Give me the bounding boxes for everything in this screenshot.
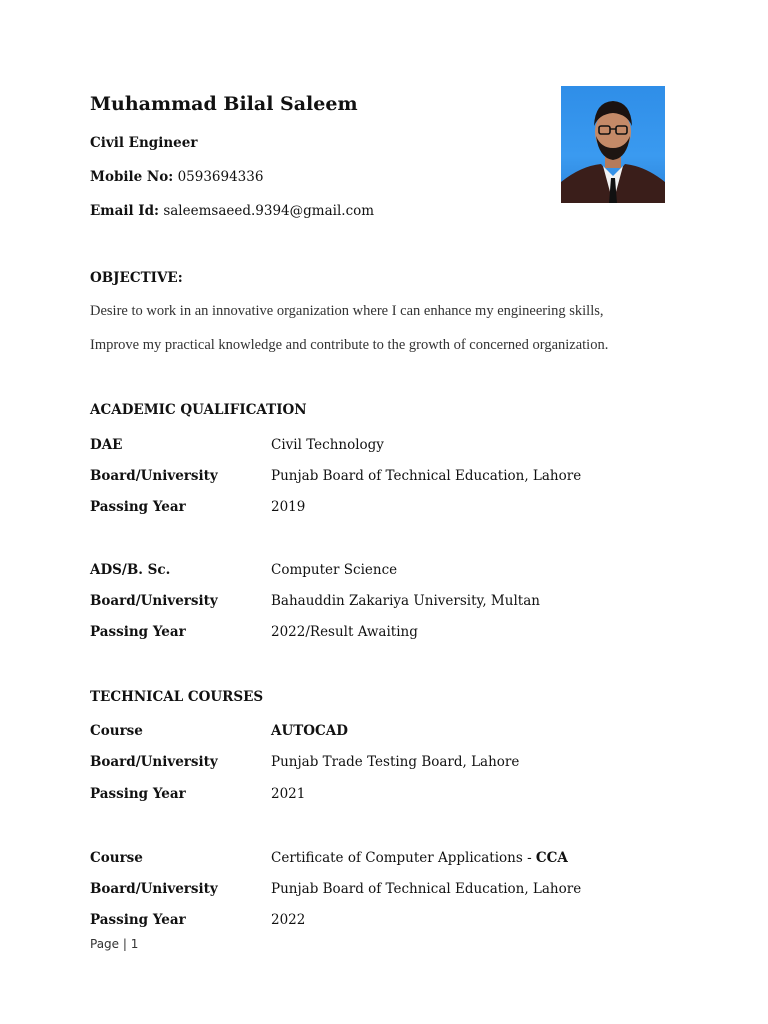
course-row-label: Board/University: [90, 754, 218, 770]
academic-row-value: 2019: [271, 499, 306, 515]
course-row-value: Punjab Board of Technical Education, Lahore: [271, 881, 582, 897]
email-line: [90, 203, 374, 219]
course-row-value: Punjab Trade Testing Board, Lahore: [271, 754, 520, 770]
academic-row-value: 2022/Result Awaiting: [271, 624, 418, 640]
course-row-label: Course: [90, 850, 143, 866]
course-row-value: [271, 850, 568, 866]
course-row-value: 2021: [271, 786, 306, 802]
course-name-text: Certificate of Computer Applications -: [271, 850, 536, 866]
technical-heading: TECHNICAL COURSES: [90, 689, 264, 705]
profile-photo: [561, 86, 665, 203]
course-row-label: Passing Year: [90, 912, 186, 928]
course-row-label: Board/University: [90, 881, 218, 897]
academic-row-label: Board/University: [90, 468, 218, 484]
academic-heading: ACADEMIC QUALIFICATION: [90, 402, 307, 418]
profession: Civil Engineer: [90, 135, 198, 151]
course-abbrev: CCA: [535, 850, 568, 866]
academic-row-value: Computer Science: [271, 562, 398, 578]
course-row-value: AUTOCAD: [271, 723, 348, 739]
course-row-value: 2022: [271, 912, 306, 928]
course-row-label: Passing Year: [90, 786, 186, 802]
page-number: Page | 1: [90, 937, 139, 951]
mobile-line: [90, 169, 263, 185]
academic-row-label: Passing Year: [90, 499, 186, 515]
academic-row-label: Board/University: [90, 593, 218, 609]
academic-row-value: Civil Technology: [271, 437, 384, 453]
objective-line-2: Improve my practical knowledge and contribute to the growth of concerned organization.: [90, 337, 609, 353]
email-label: Email Id:: [90, 203, 160, 219]
course-row-label: Course: [90, 723, 143, 739]
objective-line-1: Desire to work in an innovative organization where I can enhance my engineering skills,: [90, 303, 604, 319]
objective-heading: OBJECTIVE:: [90, 270, 183, 286]
academic-row-value: Bahauddin Zakariya University, Multan: [271, 593, 540, 609]
candidate-name: Muhammad Bilal Saleem: [90, 93, 358, 115]
mobile-value: 0593694336: [177, 169, 264, 185]
person-portrait-icon: [561, 86, 665, 203]
academic-row-label: ADS/B. Sc.: [90, 562, 171, 578]
academic-row-value: Punjab Board of Technical Education, Lahore: [271, 468, 582, 484]
mobile-label: Mobile No:: [90, 169, 174, 185]
academic-row-label: DAE: [90, 437, 123, 453]
email-value: saleemsaeed.9394@gmail.com: [163, 203, 375, 219]
academic-row-label: Passing Year: [90, 624, 186, 640]
